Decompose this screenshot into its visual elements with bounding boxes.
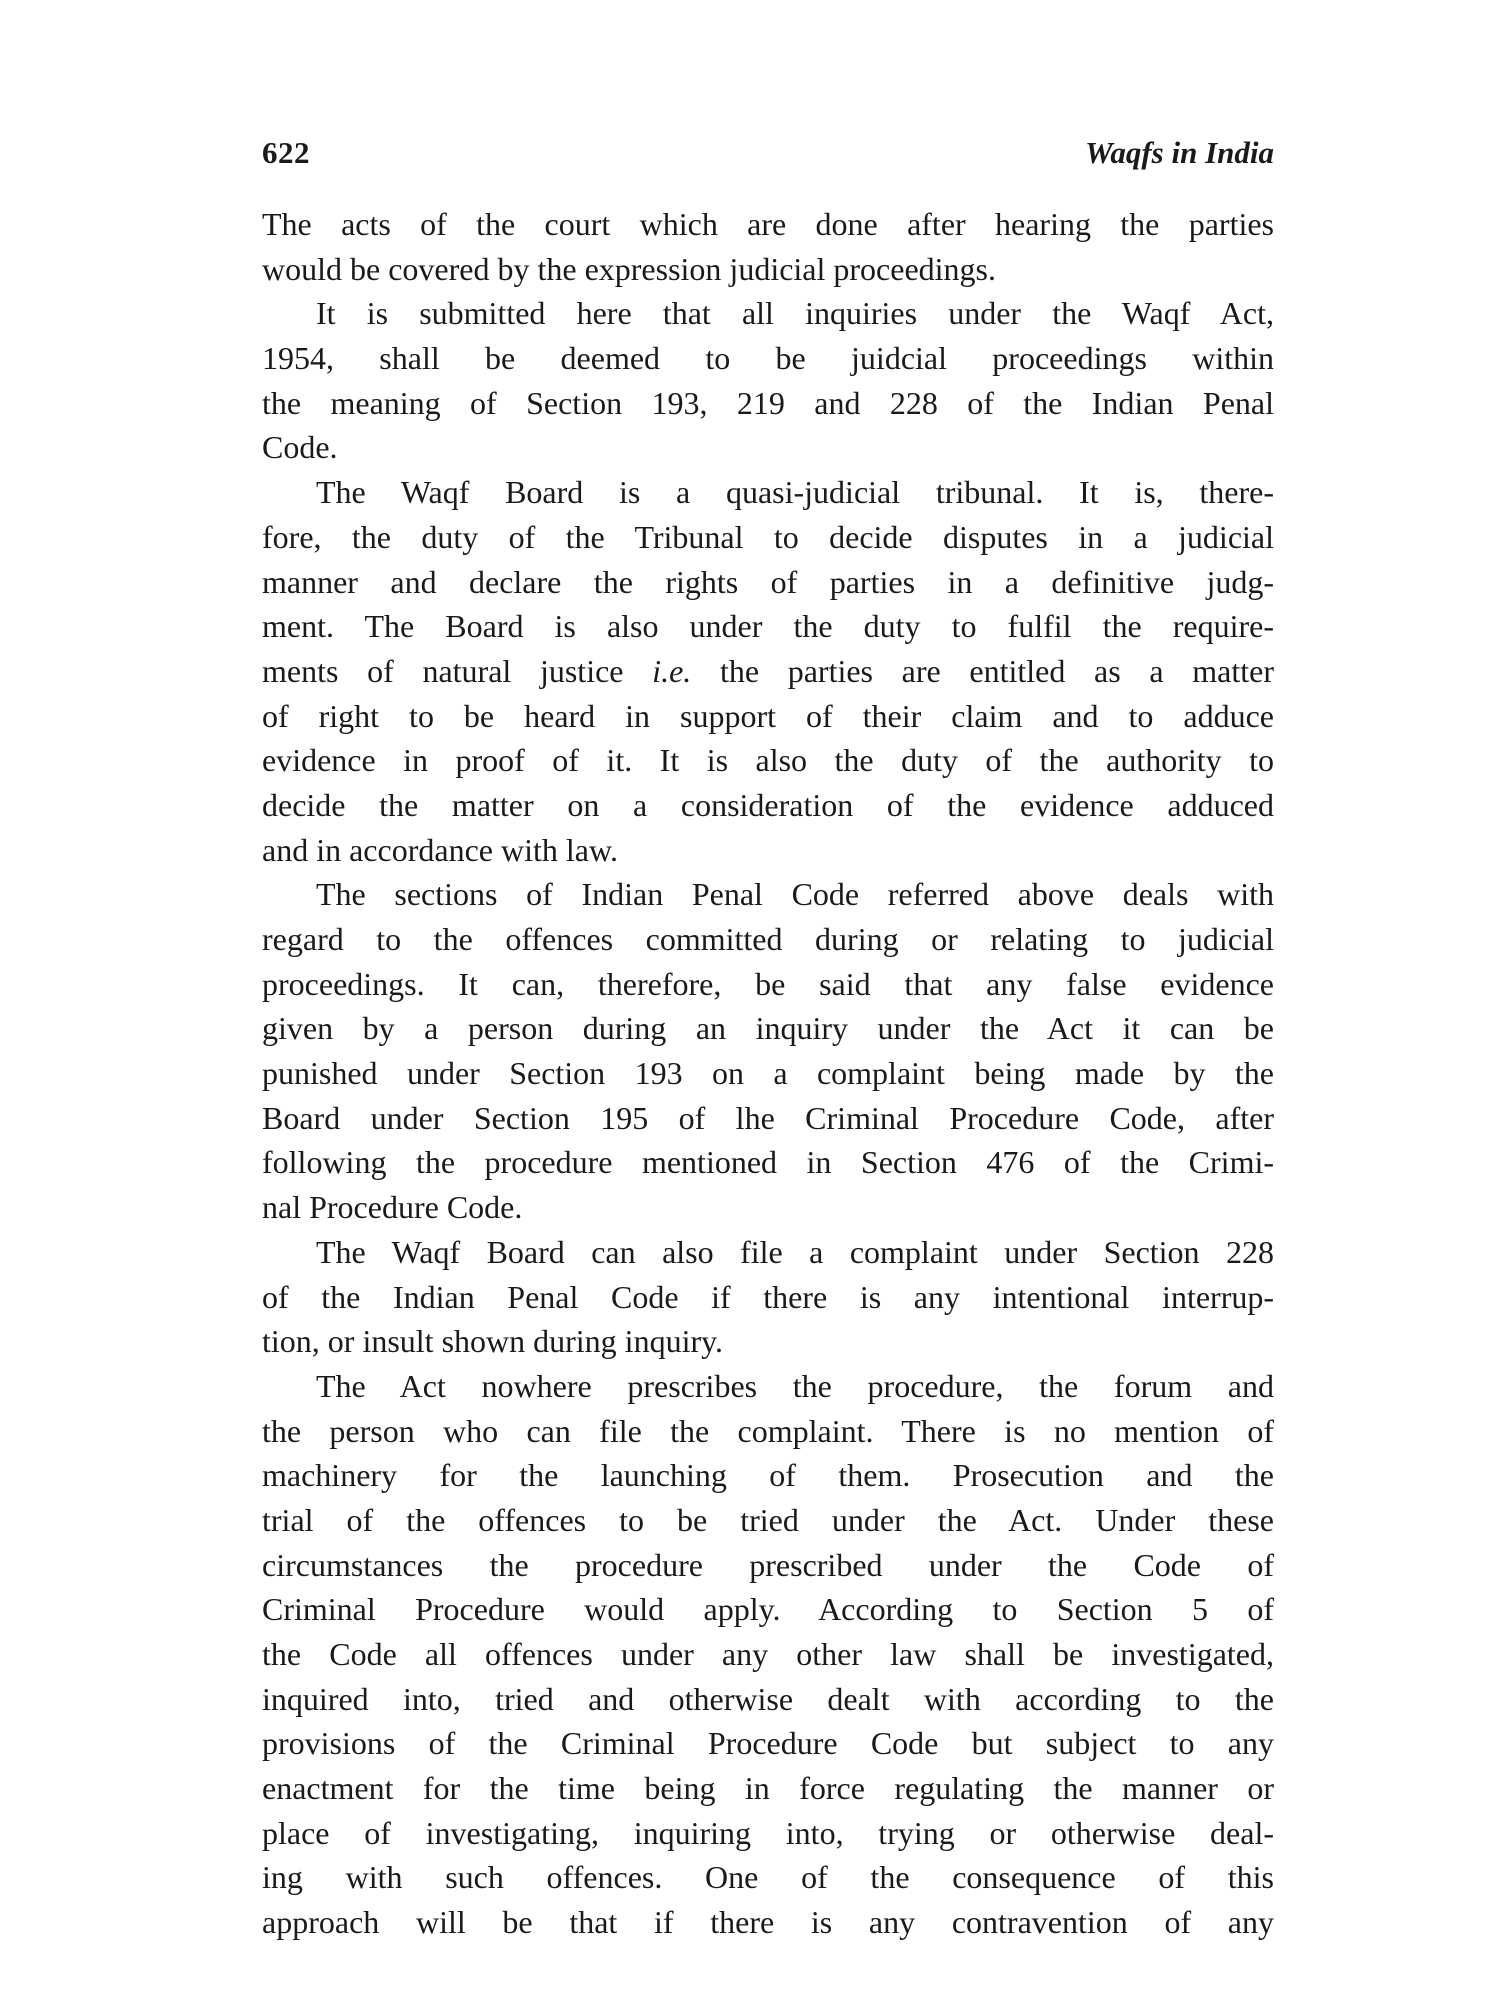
text-line: The acts of the court which are done after hearing the parties <box>262 206 1274 242</box>
text-line: following the procedure mentioned in Section 476 of the Crimi- <box>262 1144 1274 1181</box>
text-line: given by a person during an inquiry under the Act it can be <box>262 1010 1274 1047</box>
text-line: Code. <box>262 429 338 466</box>
text-line: circumstances the procedure prescribed under the Code of <box>262 1546 1274 1583</box>
text-line: the meaning of Section 193, 219 and 228 of the Indian Penal <box>262 384 1274 421</box>
text-line: inquired into, tried and otherwise dealt with according to the <box>262 1680 1274 1717</box>
text-line: decide the matter on a consideration of the evidence adduced <box>262 786 1274 823</box>
text-line: approach will be that if there is any contravention of any <box>262 1904 1274 1941</box>
text-line: of the Indian Penal Code if there is any intentional interrup- <box>262 1278 1274 1315</box>
text-line: punished under Section 193 on a complaint being made by the <box>262 1055 1274 1092</box>
text-line: provisions of the Criminal Procedure Code but subject to any <box>262 1725 1274 1762</box>
italic-phrase: i.e. <box>652 652 692 689</box>
text-line: ing with such offences. One of the consequence of this <box>262 1859 1274 1896</box>
text-line: The Act nowhere prescribes the procedure, the forum and <box>316 1367 1274 1404</box>
text-line: ment. The Board is also under the duty to fulfil the require- <box>262 608 1274 645</box>
text-line: and in accordance with law. <box>262 831 618 868</box>
text-line: proceedings. It can, therefore, be said that any false evidence <box>262 965 1274 1002</box>
text-line: place of investigating, inquiring into, trying or otherwise deal- <box>262 1814 1274 1851</box>
text-line: evidence in proof of it. It is also the duty of the authority to <box>262 742 1274 779</box>
text-line: fore, the duty of the Tribunal to decide disputes in a judicial <box>262 518 1274 555</box>
text-line: Board under Section 195 of lhe Criminal Procedure Code, after <box>262 1099 1274 1136</box>
text-line: the person who can file the complaint. There is no mention of <box>262 1412 1274 1449</box>
text-line: enactment for the time being in force regulating the manner or <box>262 1770 1274 1807</box>
text-line: The Waqf Board is a quasi-judicial tribunal. It is, there- <box>316 474 1274 511</box>
page-number: 622 <box>262 135 310 170</box>
text-line: regard to the offences committed during or relating to judicial <box>262 921 1274 957</box>
text-line: Criminal Procedure would apply. According to Section 5 of <box>262 1591 1274 1628</box>
text-line: the Code all offences under any other law shall be investigated, <box>262 1636 1274 1672</box>
text-line: would be covered by the expression judicial proceedings. <box>262 250 996 287</box>
text-line: The sections of Indian Penal Code referred above deals with <box>316 876 1274 913</box>
text-line: ments of natural justice i.e. the parties are entitled as a matter <box>262 652 1275 689</box>
body-text <box>262 202 1274 1945</box>
text-line: 1954, shall be deemed to be juidcial proceedings within <box>262 340 1274 377</box>
text-line: manner and declare the rights of parties in a definitive judg- <box>262 563 1274 600</box>
running-title: Waqfs in India <box>1085 135 1274 170</box>
page-header <box>262 128 1274 178</box>
text-line: machinery for the launching of them. Prosecution and the <box>262 1457 1274 1494</box>
text-line: trial of the offences to be tried under the Act. Under these <box>262 1501 1274 1538</box>
text-line: It is submitted here that all inquiries under the Waqf Act, <box>316 295 1274 332</box>
text-line: of right to be heard in support of their claim and to adduce <box>262 697 1274 734</box>
text-line: nal Procedure Code. <box>262 1189 523 1226</box>
text-line: tion, or insult shown during inquiry. <box>262 1323 724 1360</box>
text-line: The Waqf Board can also file a complaint under Section 228 <box>316 1233 1274 1270</box>
